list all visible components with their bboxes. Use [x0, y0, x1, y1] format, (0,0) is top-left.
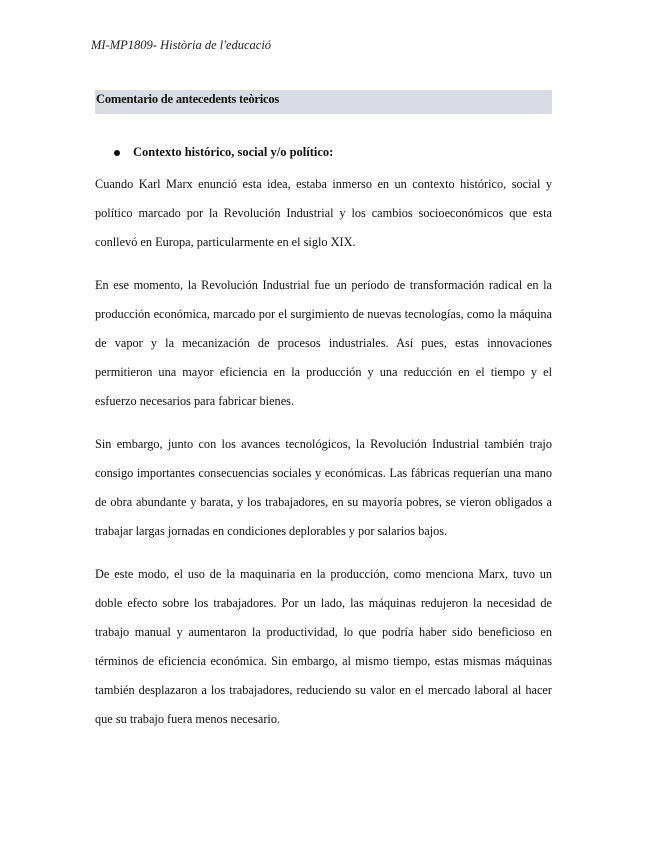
bullet-label: Contexto histórico, social y/o político:	[133, 145, 334, 159]
paragraph-machinery-effect: De este modo, el uso de la maquinaria en la producción, como menciona Marx, tuvo un doble efecto sobre los trabajadores. Por un lado, las máquinas redujeron la necesidad de trabajo manual y aumentaron la productividad, lo que podría haber sido beneficioso en términos de eficiencia económica. Sin embargo, al mismo tiempo, estas mismas máquinas también desplazaron a los trabajadores, reduciendo su valor en el mercado laboral al hacer que su trabajo fuera menos necesario.	[95, 567, 552, 726]
page-header: MI-MP1809- Història de l'educació	[91, 38, 272, 52]
paragraph-social-consequences: Sin embargo, junto con los avances tecnológicos, la Revolución Industrial también trajo consigo importantes consecuencias sociales y económicas. Las fábricas requerían una mano de obra abundante y barata, y los trabajadores, en su mayoría pobres, se vieron obligados a trabajar largas jornadas en condiciones deplorables y por salarios bajos.	[95, 437, 552, 538]
section-heading: Comentario de antecedents teòricos	[96, 92, 280, 106]
bullet-icon	[114, 150, 120, 156]
paragraph-context: Cuando Karl Marx enunció esta idea, estaba inmerso en un contexto histórico, social y político marcado por la Revolución Industrial y los cambios socioeconómicos que esta conllevó en Europa, particularmente en el siglo XIX.	[95, 177, 552, 249]
bullet-item	[114, 145, 333, 160]
paragraph-industrial-revolution: En ese momento, la Revolución Industrial fue un período de transformación radical en la producción económica, marcado por el surgimiento de nuevas tecnologías, como la máquina de vapor y la mecanización de procesos industriales. Así pues, estas innovaciones permitieron una mayor eficiencia en la producción y una reducción en el tiempo y el esfuerzo necesarios para fabricar bienes.	[95, 278, 552, 408]
document-body	[95, 170, 552, 748]
